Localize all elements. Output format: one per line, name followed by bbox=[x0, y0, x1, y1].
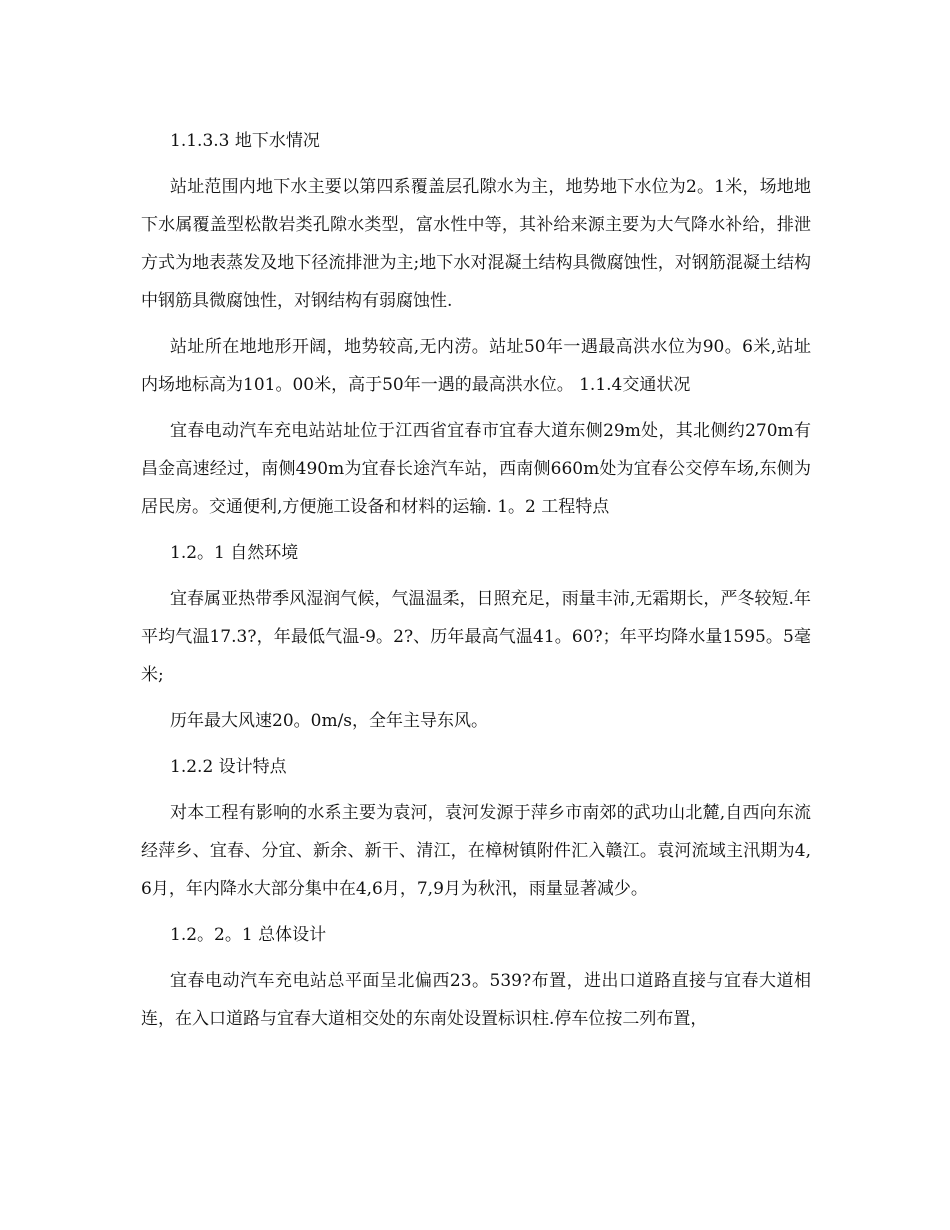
heading-1-2-1: 1.2。1 自然环境 bbox=[170, 543, 299, 563]
paragraph-terrain: 站址所在地地形开阔，地势较高,无内涝。站址50年一遇最高洪水位为90。6米,站址内场地标高为101。00米，高于50年一遇的最高洪水位。 1.1.4交通状况 bbox=[141, 337, 811, 395]
heading-1-2-2: 1.2.2 设计特点 bbox=[170, 757, 287, 777]
paragraph-overall-design: 宜春电动汽车充电站总平面呈北偏西23。539?布置，进出口道路直接与宜春大道相连，在入口道路与宜春大道相交处的东南处设置标识柱.停车位按二列布置， bbox=[141, 971, 811, 1029]
document-body bbox=[141, 122, 811, 1046]
paragraph-climate: 宜春属亚热带季风湿润气候，气温温柔，日照充足，雨量丰沛,无霜期长，严冬较短.年平均气温17.3?，年最低气温-9。2?、历年最高气温41。60?；年平均降水量1595。5毫米; bbox=[141, 589, 811, 685]
heading-1-1-3-3: 1.1.3.3 地下水情况 bbox=[170, 131, 320, 151]
paragraph-river-system: 对本工程有影响的水系主要为袁河，袁河发源于萍乡市南郊的武功山北麓,自西向东流经萍乡、宜春、分宜、新余、新干、清江，在樟树镇附件汇入赣江。袁河流域主汛期为4,6月，年内降水大部分集中在4,6月，7,9月为秋汛，雨量显著减少。 bbox=[141, 803, 811, 899]
paragraph-transport: 宜春电动汽车充电站站址位于江西省宜春市宜春大道东侧29m处，其北侧约270m有昌金高速经过，南侧490m为宜春长途汽车站，西南侧660m处为宜春公交停车场,东侧为居民房。交通便利,方便施工设备和材料的运输. 1。2 工程特点 bbox=[141, 421, 811, 517]
paragraph-wind: 历年最大风速20。0m/s，全年主导东风。 bbox=[170, 711, 489, 731]
heading-1-2-2-1: 1.2。2。1 总体设计 bbox=[170, 925, 327, 945]
paragraph-groundwater: 站址范围内地下水主要以第四系覆盖层孔隙水为主，地势地下水位为2。1米，场地地下水属覆盖型松散岩类孔隙水类型，富水性中等，其补给来源主要为大气降水补给，排泄方式为地表蒸发及地下径流排泄为主;地下水对混凝土结构具微腐蚀性，对钢筋混凝土结构中钢筋具微腐蚀性，对钢结构有弱腐蚀性. bbox=[141, 177, 811, 311]
